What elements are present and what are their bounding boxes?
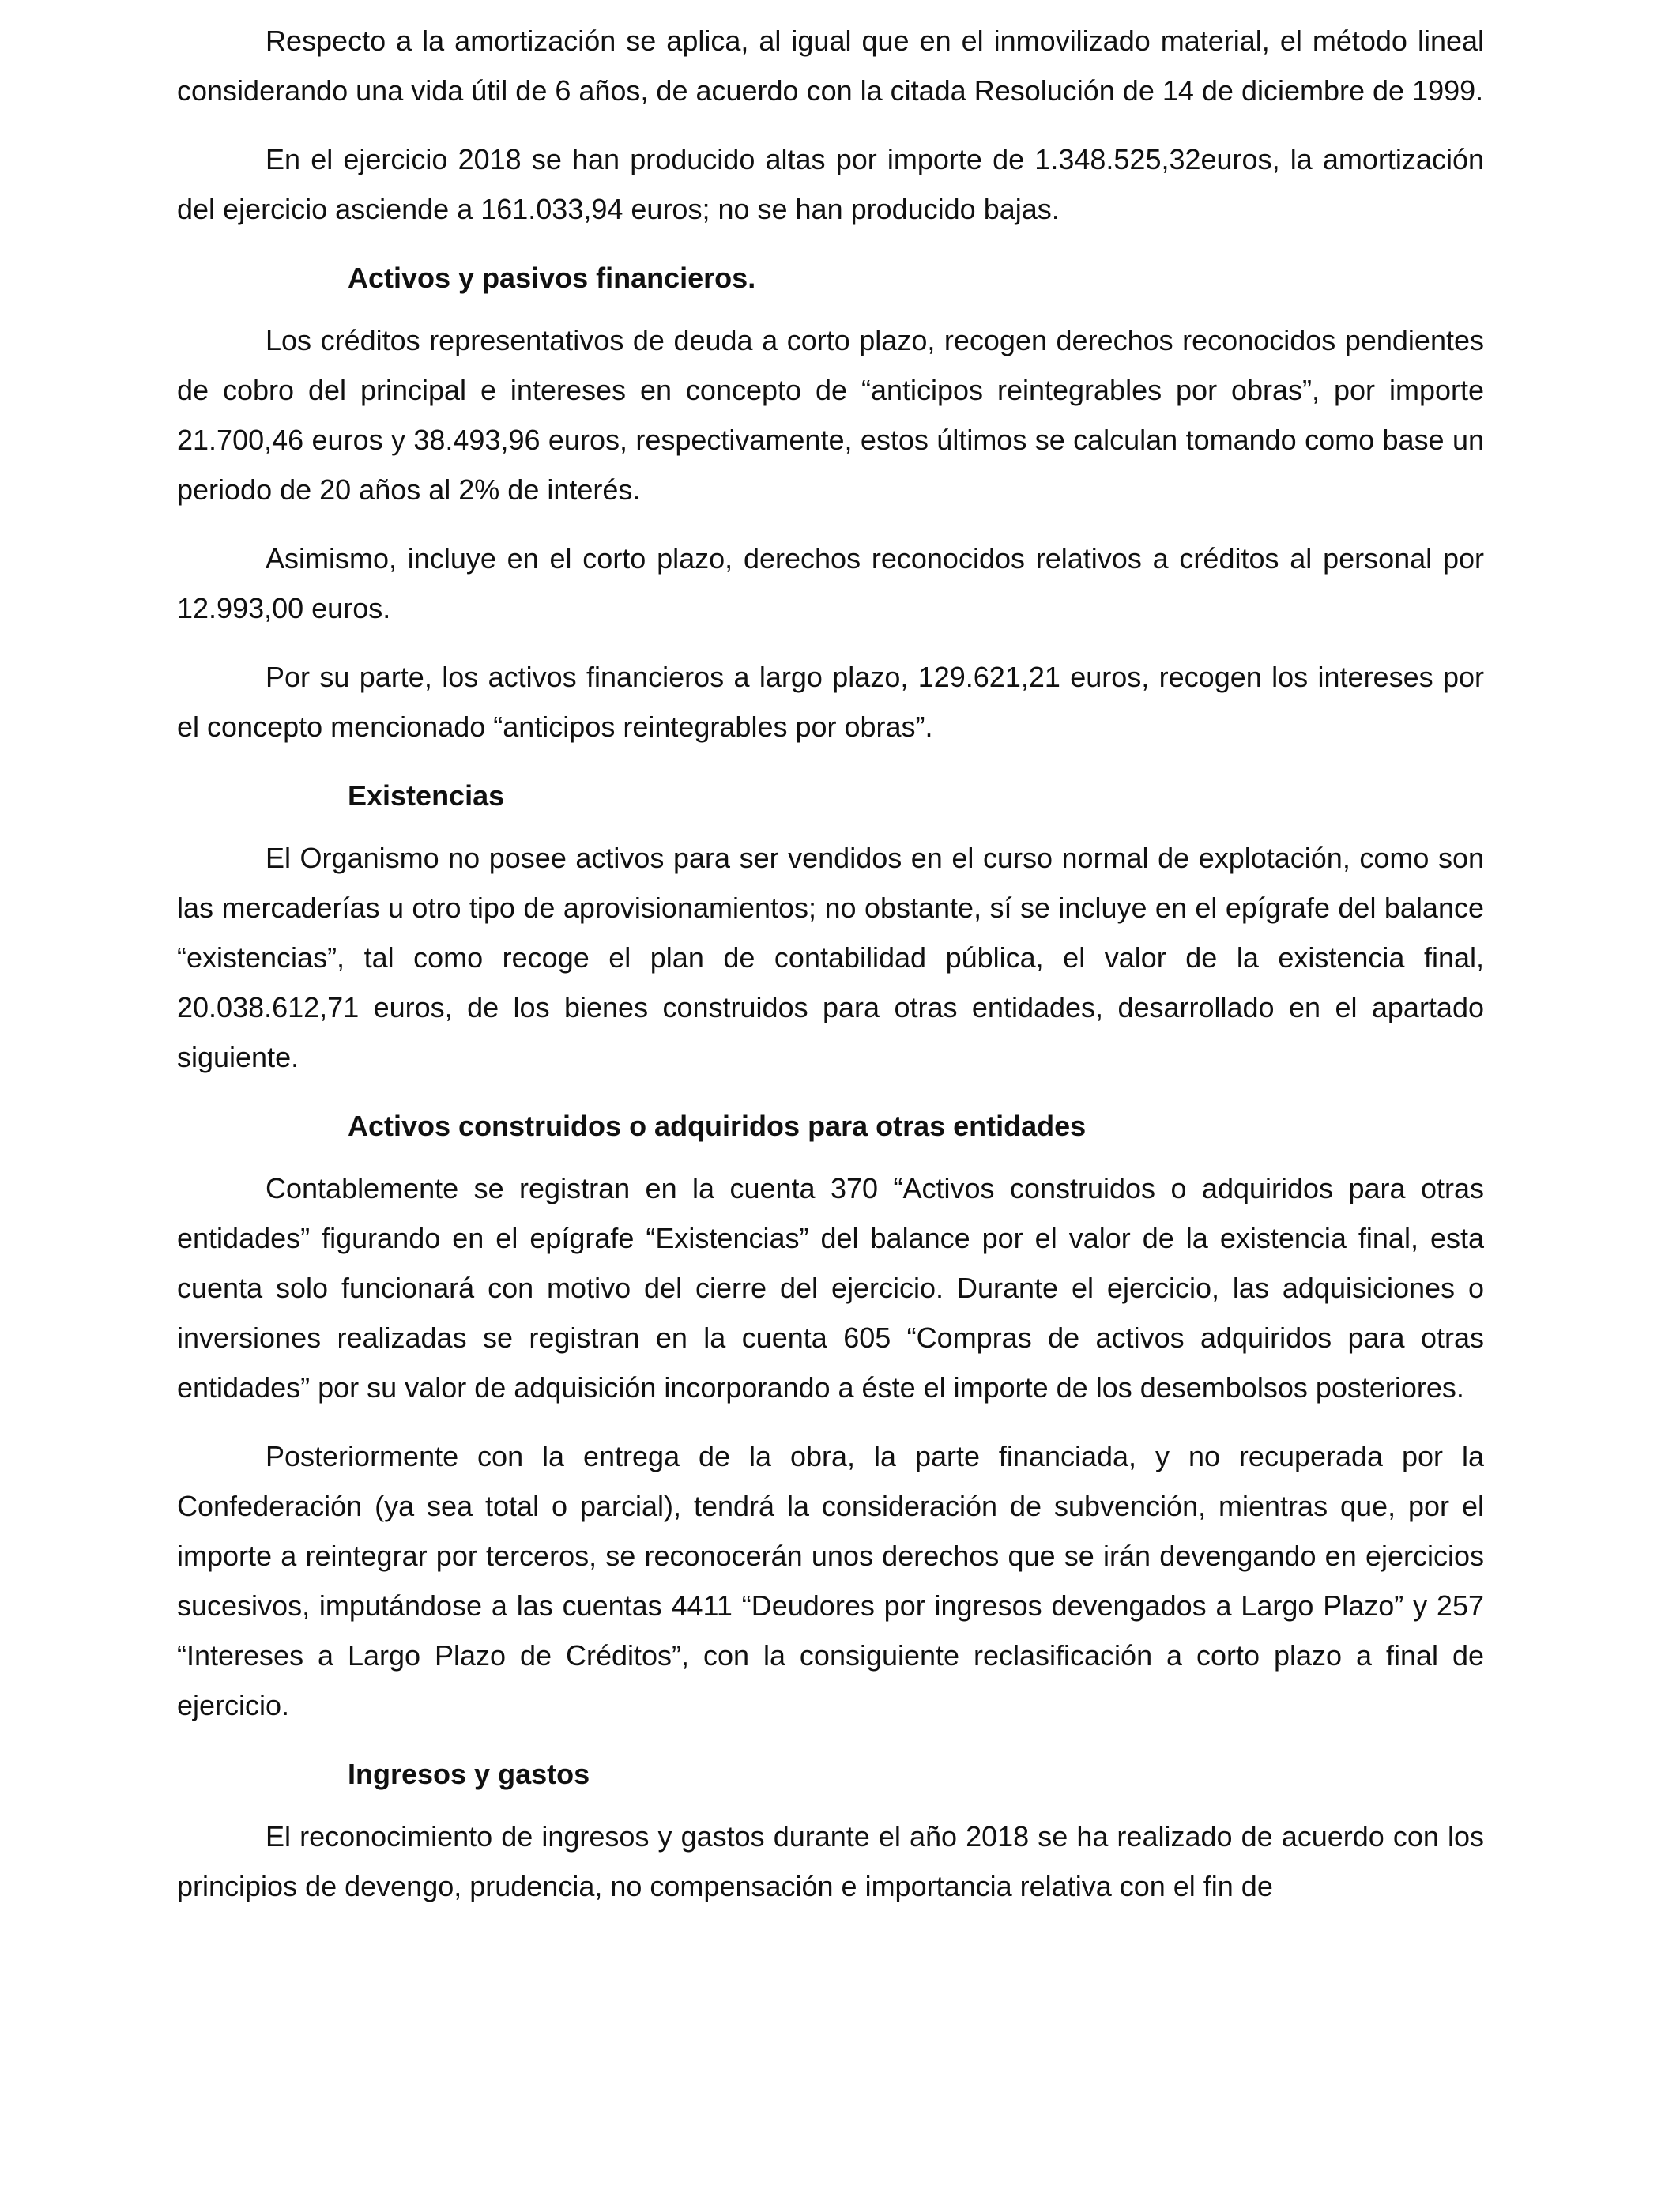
paragraph-creditos-corto-plazo: Los créditos representativos de deuda a corto plazo, recogen derechos reconocidos pendientes de cobro del principal e intereses en concepto de “anticipos reintegrables por obras”, por importe 21.700,46 euros y 38.493,96 euros, respectivamente, estos últimos se calculan tomando como base un periodo de 20 años al 2% de interés. xyxy=(177,324,1484,506)
heading-existencias: Existencias xyxy=(348,779,505,812)
heading-ingresos-gastos: Ingresos y gastos xyxy=(348,1758,590,1790)
paragraph-activos-largo-plazo: Por su parte, los activos financieros a largo plazo, 129.621,21 euros, recogen los intereses por el concepto mencionado “anticipos reintegrables por obras”. xyxy=(177,661,1484,743)
paragraph-entrega-obra: Posteriormente con la entrega de la obra, la parte financiada, y no recuperada por la Confederación (ya sea total o parcial), tendrá la consideración de subvención, mientras que, por el importe a reintegrar por terceros, se reconocerán unos derechos que se irán devengando en ejercicios sucesivos, imputándose a las cuentas 4411 “Deudores por ingresos devengados a Largo Plazo” y 257 “Intereses a Largo Plazo de Créditos”, con la consiguiente reclasificación a corto plazo a final de ejercicio. xyxy=(177,1440,1484,1721)
document-body xyxy=(177,16,1484,1930)
paragraph-existencias: El Organismo no posee activos para ser vendidos en el curso normal de explotación, como son las mercaderías u otro tipo de aprovisionamientos; no obstante, sí se incluye en el epígrafe del balance “existencias”, tal como recoge el plan de contabilidad pública, el valor de la existencia final, 20.038.612,71 euros, de los bienes construidos para otras entidades, desarrollado en el apartado siguiente. xyxy=(177,842,1484,1073)
paragraph-altas-ejercicio: En el ejercicio 2018 se han producido altas por importe de 1.348.525,32euros, la amortización del ejercicio asciende a 161.033,94 euros; no se han producido bajas. xyxy=(177,143,1484,225)
paragraph-amortizacion-metodo: Respecto a la amortización se aplica, al igual que en el inmovilizado material, el método lineal considerando una vida útil de 6 años, de acuerdo con la citada Resolución de 14 de diciembre de 1999. xyxy=(177,25,1484,107)
heading-activos-pasivos-financieros: Activos y pasivos financieros. xyxy=(348,262,756,294)
paragraph-cuenta-370: Contablemente se registran en la cuenta 370 “Activos construidos o adquiridos para otras entidades” figurando en el epígrafe “Existencias” del balance por el valor de la existencia final, esta cuenta solo funcionará con motivo del cierre del ejercicio. Durante el ejercicio, las adquisiciones o inversiones realizadas se registran en la cuenta 605 “Compras de activos adquiridos para otras entidades” por su valor de adquisición incorporando a éste el importe de los desembolsos posteriores. xyxy=(177,1172,1484,1404)
heading-activos-construidos: Activos construidos o adquiridos para otras entidades xyxy=(348,1110,1087,1142)
paragraph-creditos-personal: Asimismo, incluye en el corto plazo, derechos reconocidos relativos a créditos al personal por 12.993,00 euros. xyxy=(177,542,1484,624)
paragraph-reconocimiento-ingresos: El reconocimiento de ingresos y gastos durante el año 2018 se ha realizado de acuerdo con los principios de devengo, prudencia, no compensación e importancia relativa con el fin de xyxy=(177,1820,1484,1902)
